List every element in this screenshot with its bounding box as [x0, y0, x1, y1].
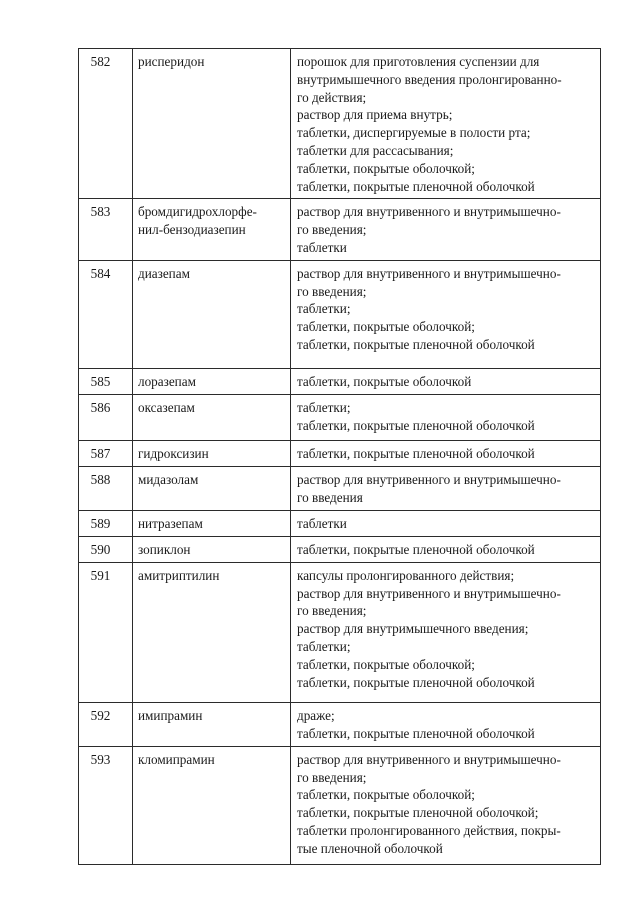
- dosage-form-line: го введения;: [297, 283, 367, 299]
- dosage-form-line: таблетки, покрытые пленочной оболочкой;: [297, 805, 539, 821]
- dosage-forms-cell: [291, 746, 601, 864]
- row-number: 587: [79, 440, 133, 466]
- drug-name-cell: [133, 536, 291, 562]
- dosage-forms-cell: [291, 536, 601, 562]
- dosage-form-line: раствор для внутривенного и внутримышечно-: [297, 204, 561, 220]
- table-row: [79, 260, 601, 368]
- dosage-form-line: таблетки, диспергируемые в полости рта;: [297, 125, 531, 141]
- dosage-form-line: раствор для приема внутрь;: [297, 107, 453, 123]
- table-row: [79, 536, 601, 562]
- drug-table: [78, 48, 601, 865]
- dosage-form-line: таблетки, покрытые пленочной оболочкой: [297, 541, 535, 557]
- drug-name-cell: [133, 440, 291, 466]
- dosage-form-line: таблетки, покрытые оболочкой: [297, 373, 472, 389]
- dosage-form-line: го действия;: [297, 89, 367, 105]
- drug-name-line: зопиклон: [138, 541, 191, 557]
- dosage-form-line: тые пленочной оболочкой: [297, 840, 443, 856]
- dosage-form-line: раствор для внутривенного и внутримышечно-: [297, 751, 561, 767]
- table-row: [79, 394, 601, 440]
- dosage-form-line: таблетки: [297, 239, 347, 255]
- table-row: [79, 440, 601, 466]
- dosage-form-line: таблетки: [297, 515, 347, 531]
- drug-name-line: нитразепам: [138, 515, 203, 531]
- row-number: 593: [79, 746, 133, 864]
- drug-name-line: бромдигидрохлорфе-: [138, 204, 257, 220]
- drug-name-cell: [133, 702, 291, 746]
- dosage-forms-cell: [291, 49, 601, 199]
- table-row: [79, 199, 601, 260]
- dosage-forms-cell: [291, 510, 601, 536]
- table-row: [79, 746, 601, 864]
- drug-name-line: гидроксизин: [138, 445, 209, 461]
- drug-name-line: амитриптилин: [138, 567, 220, 583]
- dosage-forms-cell: [291, 466, 601, 510]
- table-row: [79, 466, 601, 510]
- row-number: 586: [79, 394, 133, 440]
- row-number: 585: [79, 368, 133, 394]
- dosage-form-line: го введения: [297, 489, 363, 505]
- dosage-form-line: таблетки, покрытые пленочной оболочкой: [297, 445, 535, 461]
- row-number: 583: [79, 199, 133, 260]
- drug-name-cell: [133, 510, 291, 536]
- dosage-forms-cell: [291, 394, 601, 440]
- dosage-form-line: таблетки, покрытые пленочной оболочкой: [297, 178, 535, 194]
- dosage-form-line: го введения;: [297, 603, 367, 619]
- drug-name-cell: [133, 368, 291, 394]
- dosage-form-line: раствор для внутривенного и внутримышечно-: [297, 585, 561, 601]
- dosage-form-line: таблетки;: [297, 399, 351, 415]
- dosage-form-line: таблетки;: [297, 301, 351, 317]
- drug-name-line: кломипрамин: [138, 751, 215, 767]
- row-number: 588: [79, 466, 133, 510]
- dosage-form-line: таблетки, покрытые пленочной оболочкой: [297, 417, 535, 433]
- drug-name-line: мидазолам: [138, 471, 199, 487]
- dosage-form-line: го введения;: [297, 222, 367, 238]
- dosage-form-line: таблетки, покрытые пленочной оболочкой: [297, 674, 535, 690]
- drug-name-cell: [133, 49, 291, 199]
- row-number: 590: [79, 536, 133, 562]
- dosage-form-line: таблетки, покрытые оболочкой;: [297, 787, 475, 803]
- drug-name-line: нил-бензодиазепин: [138, 222, 246, 238]
- dosage-forms-cell: [291, 199, 601, 260]
- dosage-form-line: таблетки для рассасывания;: [297, 142, 454, 158]
- dosage-form-line: таблетки, покрытые пленочной оболочкой: [297, 725, 535, 741]
- drug-name-cell: [133, 562, 291, 702]
- drug-name-line: диазепам: [138, 265, 190, 281]
- dosage-form-line: го введения;: [297, 769, 367, 785]
- table-row: [79, 510, 601, 536]
- row-number: 584: [79, 260, 133, 368]
- dosage-form-line: таблетки, покрытые оболочкой;: [297, 319, 475, 335]
- dosage-form-line: раствор для внутривенного и внутримышечно-: [297, 471, 561, 487]
- drug-name-cell: [133, 199, 291, 260]
- table-row: [79, 702, 601, 746]
- drug-name-cell: [133, 260, 291, 368]
- dosage-forms-cell: [291, 260, 601, 368]
- dosage-forms-cell: [291, 368, 601, 394]
- row-number: 582: [79, 49, 133, 199]
- dosage-form-line: порошок для приготовления суспензии для: [297, 54, 540, 69]
- drug-name-cell: [133, 466, 291, 510]
- dosage-form-line: внутримышечного введения пролонгированно-: [297, 71, 562, 87]
- dosage-form-line: таблетки, покрытые оболочкой;: [297, 656, 475, 672]
- drug-name-line: рисперидон: [138, 54, 205, 69]
- row-number: 589: [79, 510, 133, 536]
- dosage-forms-cell: [291, 702, 601, 746]
- drug-name-line: лоразепам: [138, 373, 196, 389]
- drug-name-line: оксазепам: [138, 399, 195, 415]
- dosage-forms-cell: [291, 440, 601, 466]
- drug-name-line: имипрамин: [138, 707, 203, 723]
- row-number: 591: [79, 562, 133, 702]
- table-row: [79, 368, 601, 394]
- dosage-form-line: таблетки пролонгированного действия, покры-: [297, 822, 561, 838]
- dosage-form-line: таблетки;: [297, 638, 351, 654]
- dosage-form-line: таблетки, покрытые оболочкой;: [297, 160, 475, 176]
- drug-name-cell: [133, 394, 291, 440]
- dosage-form-line: раствор для внутримышечного введения;: [297, 621, 529, 637]
- row-number: 592: [79, 702, 133, 746]
- dosage-form-line: капсулы пролонгированного действия;: [297, 567, 515, 583]
- dosage-form-line: таблетки, покрытые пленочной оболочкой: [297, 336, 535, 352]
- drug-table-body: [79, 49, 601, 865]
- dosage-forms-cell: [291, 562, 601, 702]
- drug-name-cell: [133, 746, 291, 864]
- table-row: [79, 49, 601, 199]
- dosage-form-line: раствор для внутривенного и внутримышечно-: [297, 265, 561, 281]
- table-row: [79, 562, 601, 702]
- dosage-form-line: драже;: [297, 707, 335, 723]
